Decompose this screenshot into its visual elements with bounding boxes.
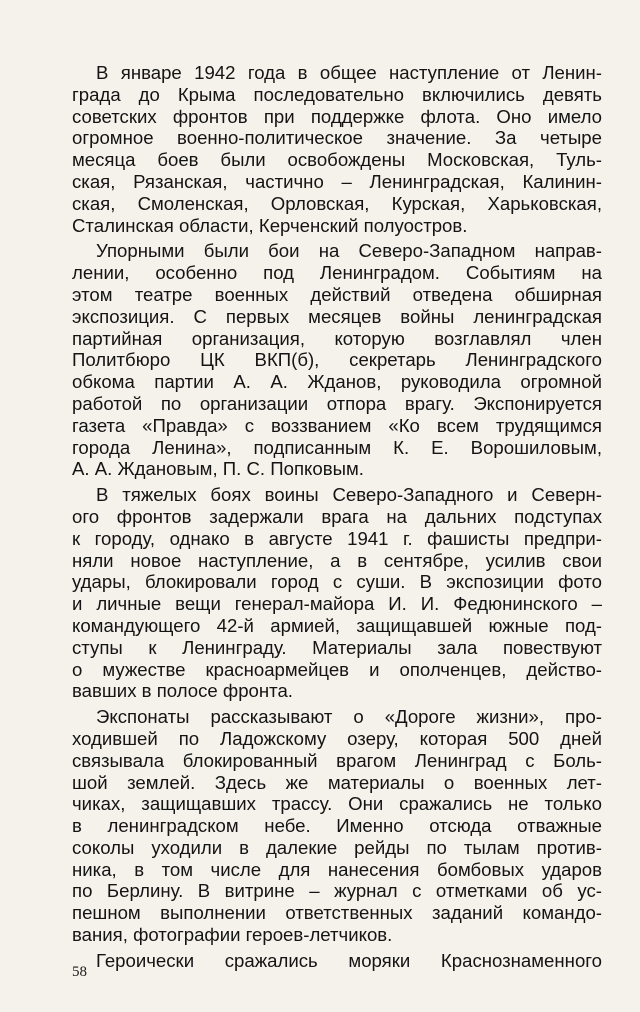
text-line: соколы уходили в далекие рейды по тылам против- <box>72 836 602 858</box>
paragraph-2 <box>72 240 602 480</box>
text-line: этом театре военных действий отведена обширная <box>72 283 602 305</box>
text-line: вания, фотографии героев-летчиков. <box>72 924 393 946</box>
text-line: и личные вещи генерал-майора И. И. Федюнинского – <box>72 593 602 615</box>
text-line: ская, Смоленская, Орловская, Курская, Харьковская, <box>72 192 602 214</box>
text-line: ходившей по Ладожскому озеру, которая 500 дней <box>72 727 602 749</box>
text-line: Упорными были бои на Северо-Западном направ- <box>96 240 602 262</box>
text-line: работой по организации отпора врагу. Экспонируется <box>72 392 602 414</box>
text-line: ого фронтов задержали врага на дальних подступах <box>72 505 602 527</box>
paragraph-3 <box>72 484 602 702</box>
text-line: ская, Рязанская, частично – Ленинградская, Калинин- <box>72 170 602 192</box>
paragraph-5 <box>72 950 602 972</box>
text-line: обкома партии А. А. Жданов, руководила огромной <box>72 371 602 393</box>
text-line: партийная организация, которую возглавлял член <box>72 327 602 349</box>
page-number: 58 <box>72 964 87 980</box>
text-line: связывала блокированный врагом Ленинград с Боль- <box>72 749 602 771</box>
text-line: пешном выполнении ответственных заданий командо- <box>72 902 602 924</box>
text-line: шой землей. Здесь же материалы о военных лет- <box>72 771 602 793</box>
text-line: города Ленина», подписанным К. Е. Ворошиловым, <box>72 436 602 458</box>
text-line: месяца боев были освобождены Московская, Туль- <box>72 149 602 171</box>
text-line: газета «Правда» с воззванием «Ко всем трудящимся <box>72 414 602 436</box>
text-line: удары, блокировали город с суши. В экспозиции фото <box>72 571 602 593</box>
paragraph-1 <box>72 62 602 236</box>
text-line: экспозиция. С первых месяцев войны ленинградская <box>72 305 602 327</box>
text-line: командующего 42-й армией, защищавшей южные под- <box>72 614 602 636</box>
text-line: Сталинская области, Керченский полуостров. <box>72 214 468 236</box>
text-line: вавших в полосе фронта. <box>72 680 293 702</box>
text-line: Экспонаты рассказывают о «Дороге жизни», про- <box>96 706 602 728</box>
paragraph-4 <box>72 706 602 946</box>
text-line: града до Крыма последовательно включились девять <box>72 83 602 105</box>
text-line: В январе 1942 года в общее наступление от Ленин- <box>96 62 602 83</box>
text-line: о мужестве красноармейцев и ополченцев, действо- <box>72 658 602 680</box>
text-line: лении, особенно под Ленинградом. Событиям на <box>72 262 602 284</box>
text-line: огромное военно-политическое значение. За четыре <box>72 127 602 149</box>
text-line: к городу, однако в августе 1941 г. фашисты предпри- <box>72 527 602 549</box>
text-line: чиках, защищавших трассу. Они сражались не только <box>72 793 602 815</box>
text-line: по Берлину. В витрине – журнал с отметками об ус- <box>72 880 602 902</box>
text-line: В тяжелых боях воины Северо-Западного и Северн- <box>96 484 602 506</box>
text-line: няли новое наступление, а в сентябре, усилив свои <box>72 549 602 571</box>
text-line: в ленинградском небе. Именно отсюда отважные <box>72 815 602 837</box>
text-line: А. А. Ждановым, П. С. Попковым. <box>72 458 364 480</box>
text-line: советских фронтов при поддержке флота. Оно имело <box>72 105 602 127</box>
text-line: ступы к Ленинграду. Материалы зала повествуют <box>72 636 602 658</box>
text-line: ника, в том числе для нанесения бомбовых ударов <box>72 858 602 880</box>
text-line: Политбюро ЦК ВКП(б), секретарь Ленинградского <box>72 349 602 371</box>
text-line: Героически сражались моряки Краснознаменного <box>96 949 602 971</box>
body-text <box>72 62 602 972</box>
